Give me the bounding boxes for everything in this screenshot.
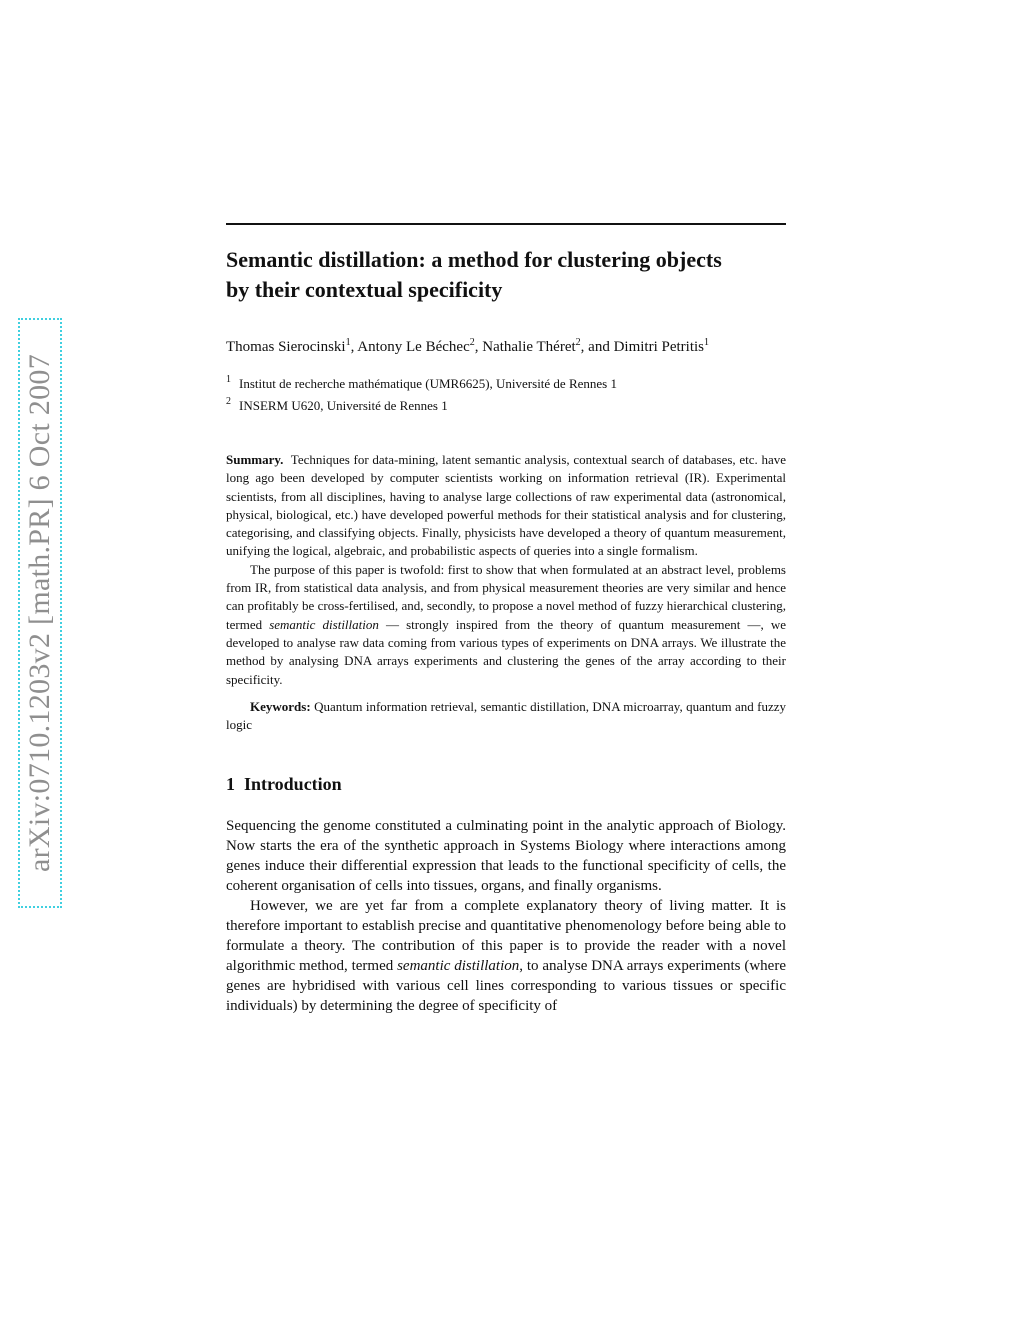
- author-list: [226, 333, 786, 357]
- intro-text-2a: However, we are yet far from a complete explanatory theory of living matter. It is therefore important to establish precise and quantitative phenomenology before being able to formulate a theory. The contribution of this paper is to provide the reader with a novel algorithmic method, termed: [226, 898, 786, 975]
- summary-paragraph-1: [226, 451, 786, 561]
- affiliation-text: Institut de recherche mathématique (UMR6625), Université de Rennes 1: [239, 376, 617, 391]
- summary-emphasis: semantic distillation: [269, 616, 379, 632]
- summary-text-2a: The purpose of this paper is twofold: first to show that when formulated at an abstract level, problems from IR, from statistical data analysis, and from physical measurement theories are very similar and hence can profitably be cross-fertilised, and, secondly, to propose a novel method of fuzzy hierarchical clustering, termed: [226, 561, 786, 632]
- affiliation-number: 2: [226, 396, 231, 407]
- section-title: Introduction: [244, 774, 342, 795]
- arxiv-stamp-text: arXiv:0710.1203v2 [math.PR] 6 Oct 2007: [23, 353, 56, 873]
- intro-paragraph-1: [226, 816, 786, 896]
- section-heading: [226, 772, 786, 796]
- author-separator: ,: [474, 339, 483, 355]
- title-rule: [226, 223, 786, 225]
- title-line-2: by their contextual specificity: [226, 277, 503, 302]
- affiliation-item: [226, 371, 786, 393]
- author-affiliation-mark: 1: [345, 337, 351, 348]
- author-affiliation-mark: 2: [469, 337, 475, 348]
- arxiv-stamp: [18, 318, 62, 908]
- summary-text-2b: — strongly inspired from the theory of quantum measurement —, we developed to analyse raw data coming from various types of experiments on DNA arrays. We illustrate the method by analysing DNA arrays experiments and clustering the genes of the array according to their specificity.: [226, 616, 786, 687]
- author-affiliation-mark: 2: [575, 337, 581, 348]
- keywords-paragraph: [226, 698, 786, 735]
- intro-text-1: Sequencing the genome constituted a culminating point in the analytic approach of Biology. Now starts the era of the synthetic approach in Systems Biology where interactions among genes induce their differential expression that leads to the functional specificity of cells, the coherent organisation of cells into tissues, organs, and finally organisms.: [226, 818, 786, 895]
- intro-paragraph-2: [226, 896, 786, 1016]
- affiliation-list: [226, 371, 786, 415]
- intro-emphasis: semantic distillation: [397, 958, 520, 975]
- title-line-1: Semantic distillation: a method for clustering objects: [226, 247, 722, 272]
- author-separator: , and: [580, 339, 614, 355]
- summary-heading: Summary.: [226, 452, 284, 467]
- author-affiliation-mark: 1: [704, 337, 710, 348]
- affiliation-item: [226, 393, 786, 415]
- author-name: Thomas Sierocinski: [226, 339, 346, 355]
- keywords-text: Quantum information retrieval, semantic distillation, DNA microarray, quantum and fuzzy logic: [226, 698, 787, 733]
- keywords-label: Keywords:: [250, 698, 311, 714]
- paper-title: [226, 245, 786, 305]
- intro-text-2b: , to analyse DNA arrays experiments (where genes are hybridised with various cell lines corresponding to various tissues or specific individuals) by determining the degree of specificity of: [226, 958, 786, 1015]
- affiliation-text: INSERM U620, Université de Rennes 1: [239, 398, 448, 413]
- affiliation-number: 1: [226, 374, 231, 385]
- summary-paragraph-2: [226, 561, 786, 689]
- author-name: Dimitri Petritis: [613, 339, 705, 355]
- paper-page: [226, 223, 786, 1016]
- summary-text-1: Techniques for data-mining, latent semantic analysis, contextual search of databases, etc. have long ago been developed by computer scientists working on information retrieval (IR). Experimental scientists, from all disciplines, having to analyse large collections of raw experimental data (astronomical, physical, biological, etc.) have developed powerful methods for their statistical analysis and for clustering, categorising, and classifying objects. Finally, physicists have developed a theory of quantum measurement, unifying the logical, algebraic, and probabilistic aspects of queries into a single formalism.: [226, 452, 786, 559]
- author-name: Antony Le Béchec: [357, 339, 470, 355]
- author-separator: ,: [350, 339, 358, 355]
- section-number: 1: [226, 774, 235, 795]
- author-name: Nathalie Théret: [482, 339, 576, 355]
